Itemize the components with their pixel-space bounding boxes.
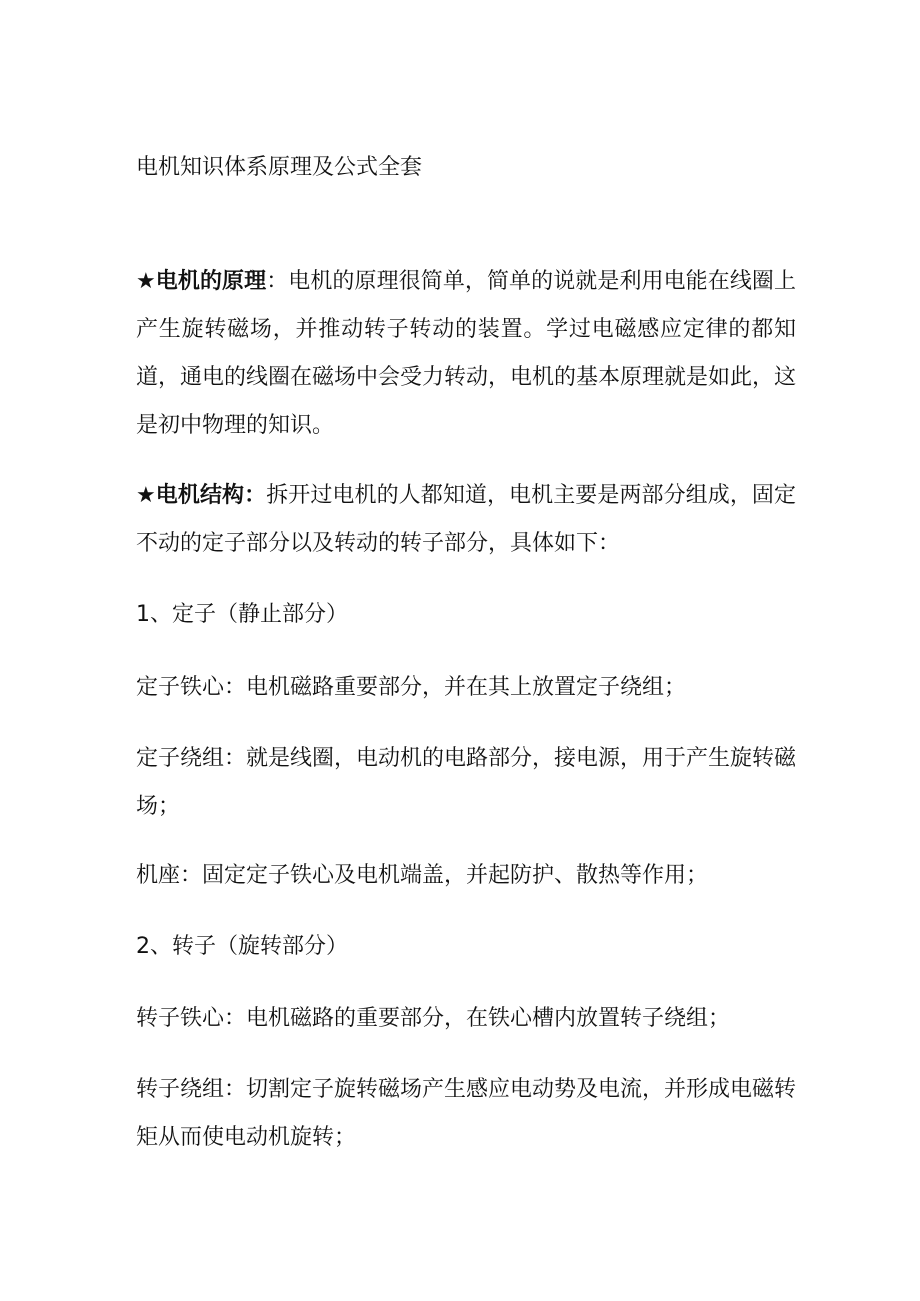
stator-winding-item: 定子绕组：就是线圈，电动机的电路部分，接电源，用于产生旋转磁场； <box>136 746 797 819</box>
stator-core-item: 定子铁心：电机磁路重要部分，并在其上放置定子绕组； <box>136 675 687 700</box>
rotor-heading: 2、转子（旋转部分） <box>136 934 348 959</box>
stator-heading: 1、定子（静止部分） <box>136 602 348 627</box>
rotor-winding-item: 转子绕组：切割定子旋转磁场产生感应电动势及电流，并形成电磁转矩从而使电动机旋转； <box>136 1077 797 1150</box>
principle-text: ：电机的原理很简单，简单的说就是利用电能在线圈上产生旋转磁场，并推动转子转动的装置。学过电磁感应定律的都知道，通电的线圈在磁场中会受力转动，电机的基本原理就是如此，这是初中物理的知识。 <box>136 269 797 438</box>
rotor-core-item: 转子铁心：电机磁路的重要部分，在铁心槽内放置转子绕组； <box>136 1006 731 1031</box>
document-title: 电机知识体系原理及公式全套 <box>136 155 423 180</box>
structure-text: 拆开过电机的人都知道，电机主要是两部分组成，固定不动的定子部分以及转动的转子部分，具体如下： <box>136 483 796 556</box>
frame-item: 机座：固定定子铁心及电机端盖，并起防护、散热等作用； <box>136 863 709 888</box>
structure-lead: ★电机结构： <box>136 483 267 508</box>
paragraph-principle <box>136 258 796 450</box>
paragraph-structure <box>136 472 796 568</box>
principle-lead: ★电机的原理 <box>136 269 267 294</box>
